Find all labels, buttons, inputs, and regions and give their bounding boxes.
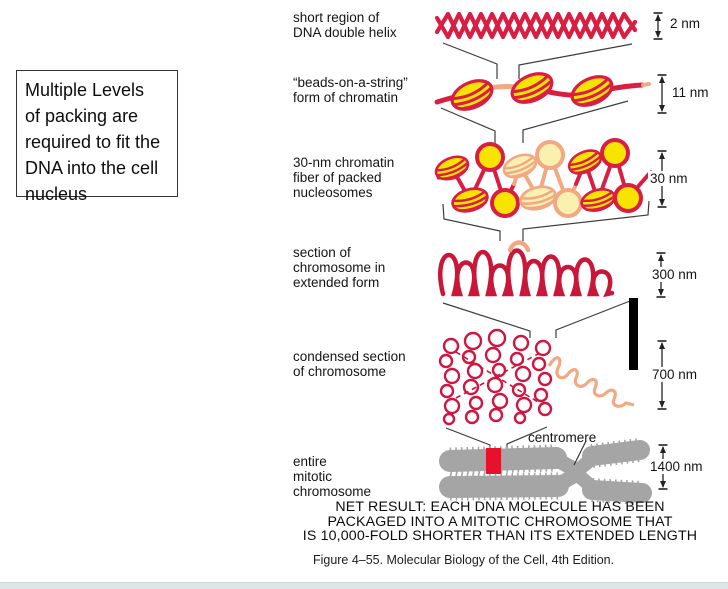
stage-label-dna-helix	[293, 11, 397, 41]
net-result-line: PACKAGED INTO A MITOTIC CHROMOSOME THAT	[327, 513, 673, 530]
stage-label-line: “beads-on-a-string”	[293, 75, 408, 90]
note-line: DNA into the cell	[25, 158, 159, 178]
net-result-line: NET RESULT: EACH DNA MOLECULE HAS BEEN	[335, 499, 665, 515]
figure-caption: Figure 4–55. Molecular Biology of the Cell, 4th Edition.	[313, 552, 615, 567]
stage-label-line: 30-nm chromatin	[293, 155, 395, 170]
stage-label-line: of chromosome	[293, 363, 387, 379]
stage-label-line: form of chromatin	[293, 89, 399, 105]
note-line: Multiple Levels	[25, 80, 145, 100]
note-line: required to fit the	[25, 132, 161, 152]
scale-bar	[629, 298, 638, 370]
mitotic-chromosome-drawing	[450, 441, 642, 493]
scale-arrow-11nm	[656, 74, 668, 114]
stage-label-line: nucleosomes	[293, 184, 373, 200]
scale-label-300nm: 300 nm	[652, 267, 698, 282]
chromatin-fiber-drawing	[433, 140, 654, 216]
stage-label-line: fiber of packed	[293, 169, 382, 185]
stage-label-line: DNA double helix	[293, 24, 397, 40]
note-line: of packing are	[25, 106, 139, 126]
scale-label-30nm: 30 nm	[650, 171, 688, 186]
dna-double-helix-drawing	[437, 14, 635, 37]
stage-label-line: chromosome	[293, 483, 372, 499]
stage-label-line: section of	[293, 245, 351, 260]
centromere-label: centromere	[528, 430, 597, 445]
stage-label-chromatin-fiber	[293, 156, 394, 200]
stage-label-line: extended form	[293, 274, 380, 290]
stage-label-extended-chromosome	[293, 246, 385, 290]
net-result-line: IS 10,000-FOLD SHORTER THAN ITS EXTENDED LENGTH	[302, 528, 698, 545]
stage-label-line: chromosome in	[293, 259, 386, 275]
scale-label-1400nm: 1400 nm	[650, 459, 703, 474]
scale-arrow-2nm	[652, 12, 664, 40]
centromere-band	[486, 448, 501, 474]
scale-label-2nm: 2 nm	[670, 16, 701, 31]
note-box	[16, 70, 178, 204]
stage-label-condensed-chromosome	[293, 350, 406, 380]
net-result-text	[278, 500, 722, 544]
scale-label-11nm: 11 nm	[672, 85, 709, 100]
beads-on-a-string-drawing	[437, 68, 649, 115]
stage-label-line: condensed section	[293, 349, 406, 364]
extended-chromosome-drawing	[440, 243, 612, 295]
stage-label-line: short region of	[293, 10, 380, 25]
condensed-chromosome-drawing	[440, 330, 634, 424]
stage-label-line: entire	[293, 454, 327, 469]
scale-label-700nm: 700 nm	[652, 367, 698, 382]
stage-label-beads-on-a-string	[293, 76, 408, 106]
stage-label-mitotic-chromosome	[293, 455, 371, 499]
stage-label-line: mitotic	[293, 468, 333, 484]
note-line: nucleus	[25, 184, 88, 204]
